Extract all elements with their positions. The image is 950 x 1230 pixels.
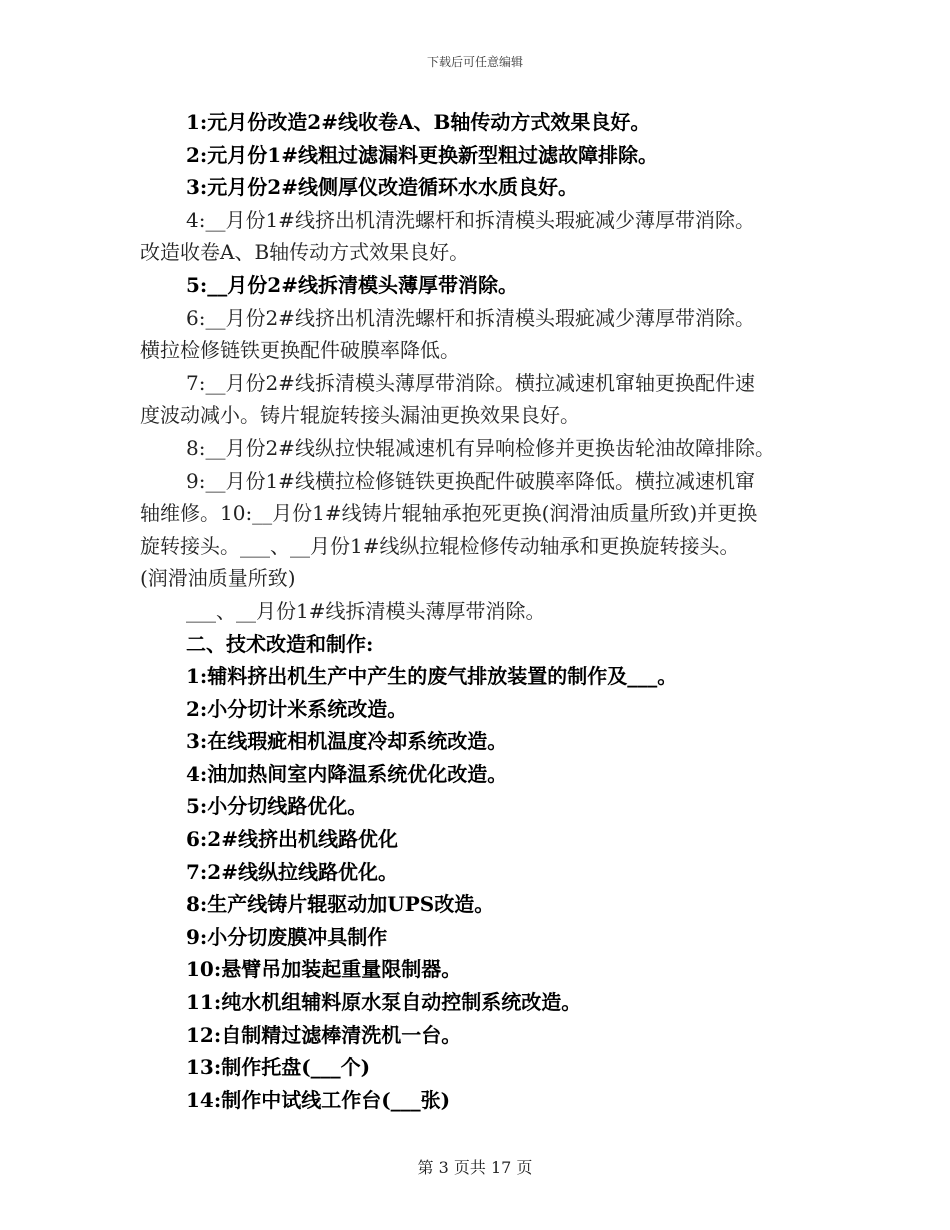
section-heading: 二、技术改造和制作:	[186, 631, 374, 656]
text-line: (润滑油质量所致)	[140, 566, 296, 591]
list-item: 11:纯水机组辅料原水泵自动控制系统改造。	[186, 990, 582, 1015]
text-line: 改造收卷A、B轴传动方式效果良好。	[140, 240, 470, 265]
text-line: 6:__月份2#线挤出机清洗螺杆和拆清模头瑕疵减少薄厚带消除。	[186, 305, 755, 330]
list-item: 3:在线瑕疵相机温度冷却系统改造。	[186, 729, 508, 754]
list-item: 13:制作托盘(___个)	[186, 1055, 371, 1080]
text-line: 3:元月份2#线侧厚仪改造循环水水质良好。	[186, 175, 578, 200]
list-item: 2:小分切计米系统改造。	[186, 696, 408, 721]
text-line: ___、__月份1#线拆清模头薄厚带消除。	[186, 598, 546, 623]
text-line: 横拉检修链铁更换配件破膜率降低。	[140, 338, 460, 363]
text-line: 2:元月份1#线粗过滤漏料更换新型粗过滤故障排除。	[186, 142, 658, 167]
list-item: 1:辅料挤出机生产中产生的废气排放装置的制作及___。	[186, 664, 678, 689]
list-item: 14:制作中试线工作台(___张)	[186, 1087, 451, 1112]
text-line: 4:__月份1#线挤出机清洗螺杆和拆清模头瑕疵减少薄厚带消除。	[186, 207, 755, 232]
text-line: 5:__月份2#线拆清模头薄厚带消除。	[186, 272, 518, 297]
text-line: 7:__月份2#线拆清模头薄厚带消除。横拉减速机窜轴更换配件速	[186, 370, 755, 395]
list-item: 8:生产线铸片辊驱动加UPS改造。	[186, 892, 495, 917]
list-item: 5:小分切线路优化。	[186, 794, 368, 819]
text-line: 旋转接头。___、__月份1#线纵拉辊检修传动轴承和更换旋转接头。	[140, 533, 740, 558]
text-line: 度波动减小。铸片辊旋转接头漏油更换效果良好。	[140, 403, 580, 428]
text-line: 轴维修。10:__月份1#线铸片辊轴承抱死更换(润滑油质量所致)并更换	[140, 501, 758, 526]
list-item: 4:油加热间室内降温系统优化改造。	[186, 761, 508, 786]
list-item: 6:2#线挤出机线路优化	[186, 827, 398, 852]
list-item: 9:小分切废膜冲具制作	[186, 924, 388, 949]
text-line: 8:__月份2#线纵拉快辊减速机有异响检修并更换齿轮油故障排除。	[186, 435, 775, 460]
text-line: 1:元月份改造2#线收卷A、B轴传动方式效果良好。	[186, 110, 651, 134]
list-item: 10:悬臂吊加装起重量限制器。	[186, 957, 462, 982]
page-header: 下载后可任意编辑	[426, 55, 523, 69]
document-body	[140, 106, 812, 1116]
list-item: 12:自制精过滤棒清洗机一台。	[186, 1022, 462, 1047]
page-footer: 第 3 页共 17 页	[417, 1158, 533, 1177]
list-item: 7:2#线纵拉线路优化。	[186, 859, 398, 884]
text-line: 9:__月份1#线横拉检修链铁更换配件破膜率降低。横拉减速机窜	[186, 468, 755, 493]
